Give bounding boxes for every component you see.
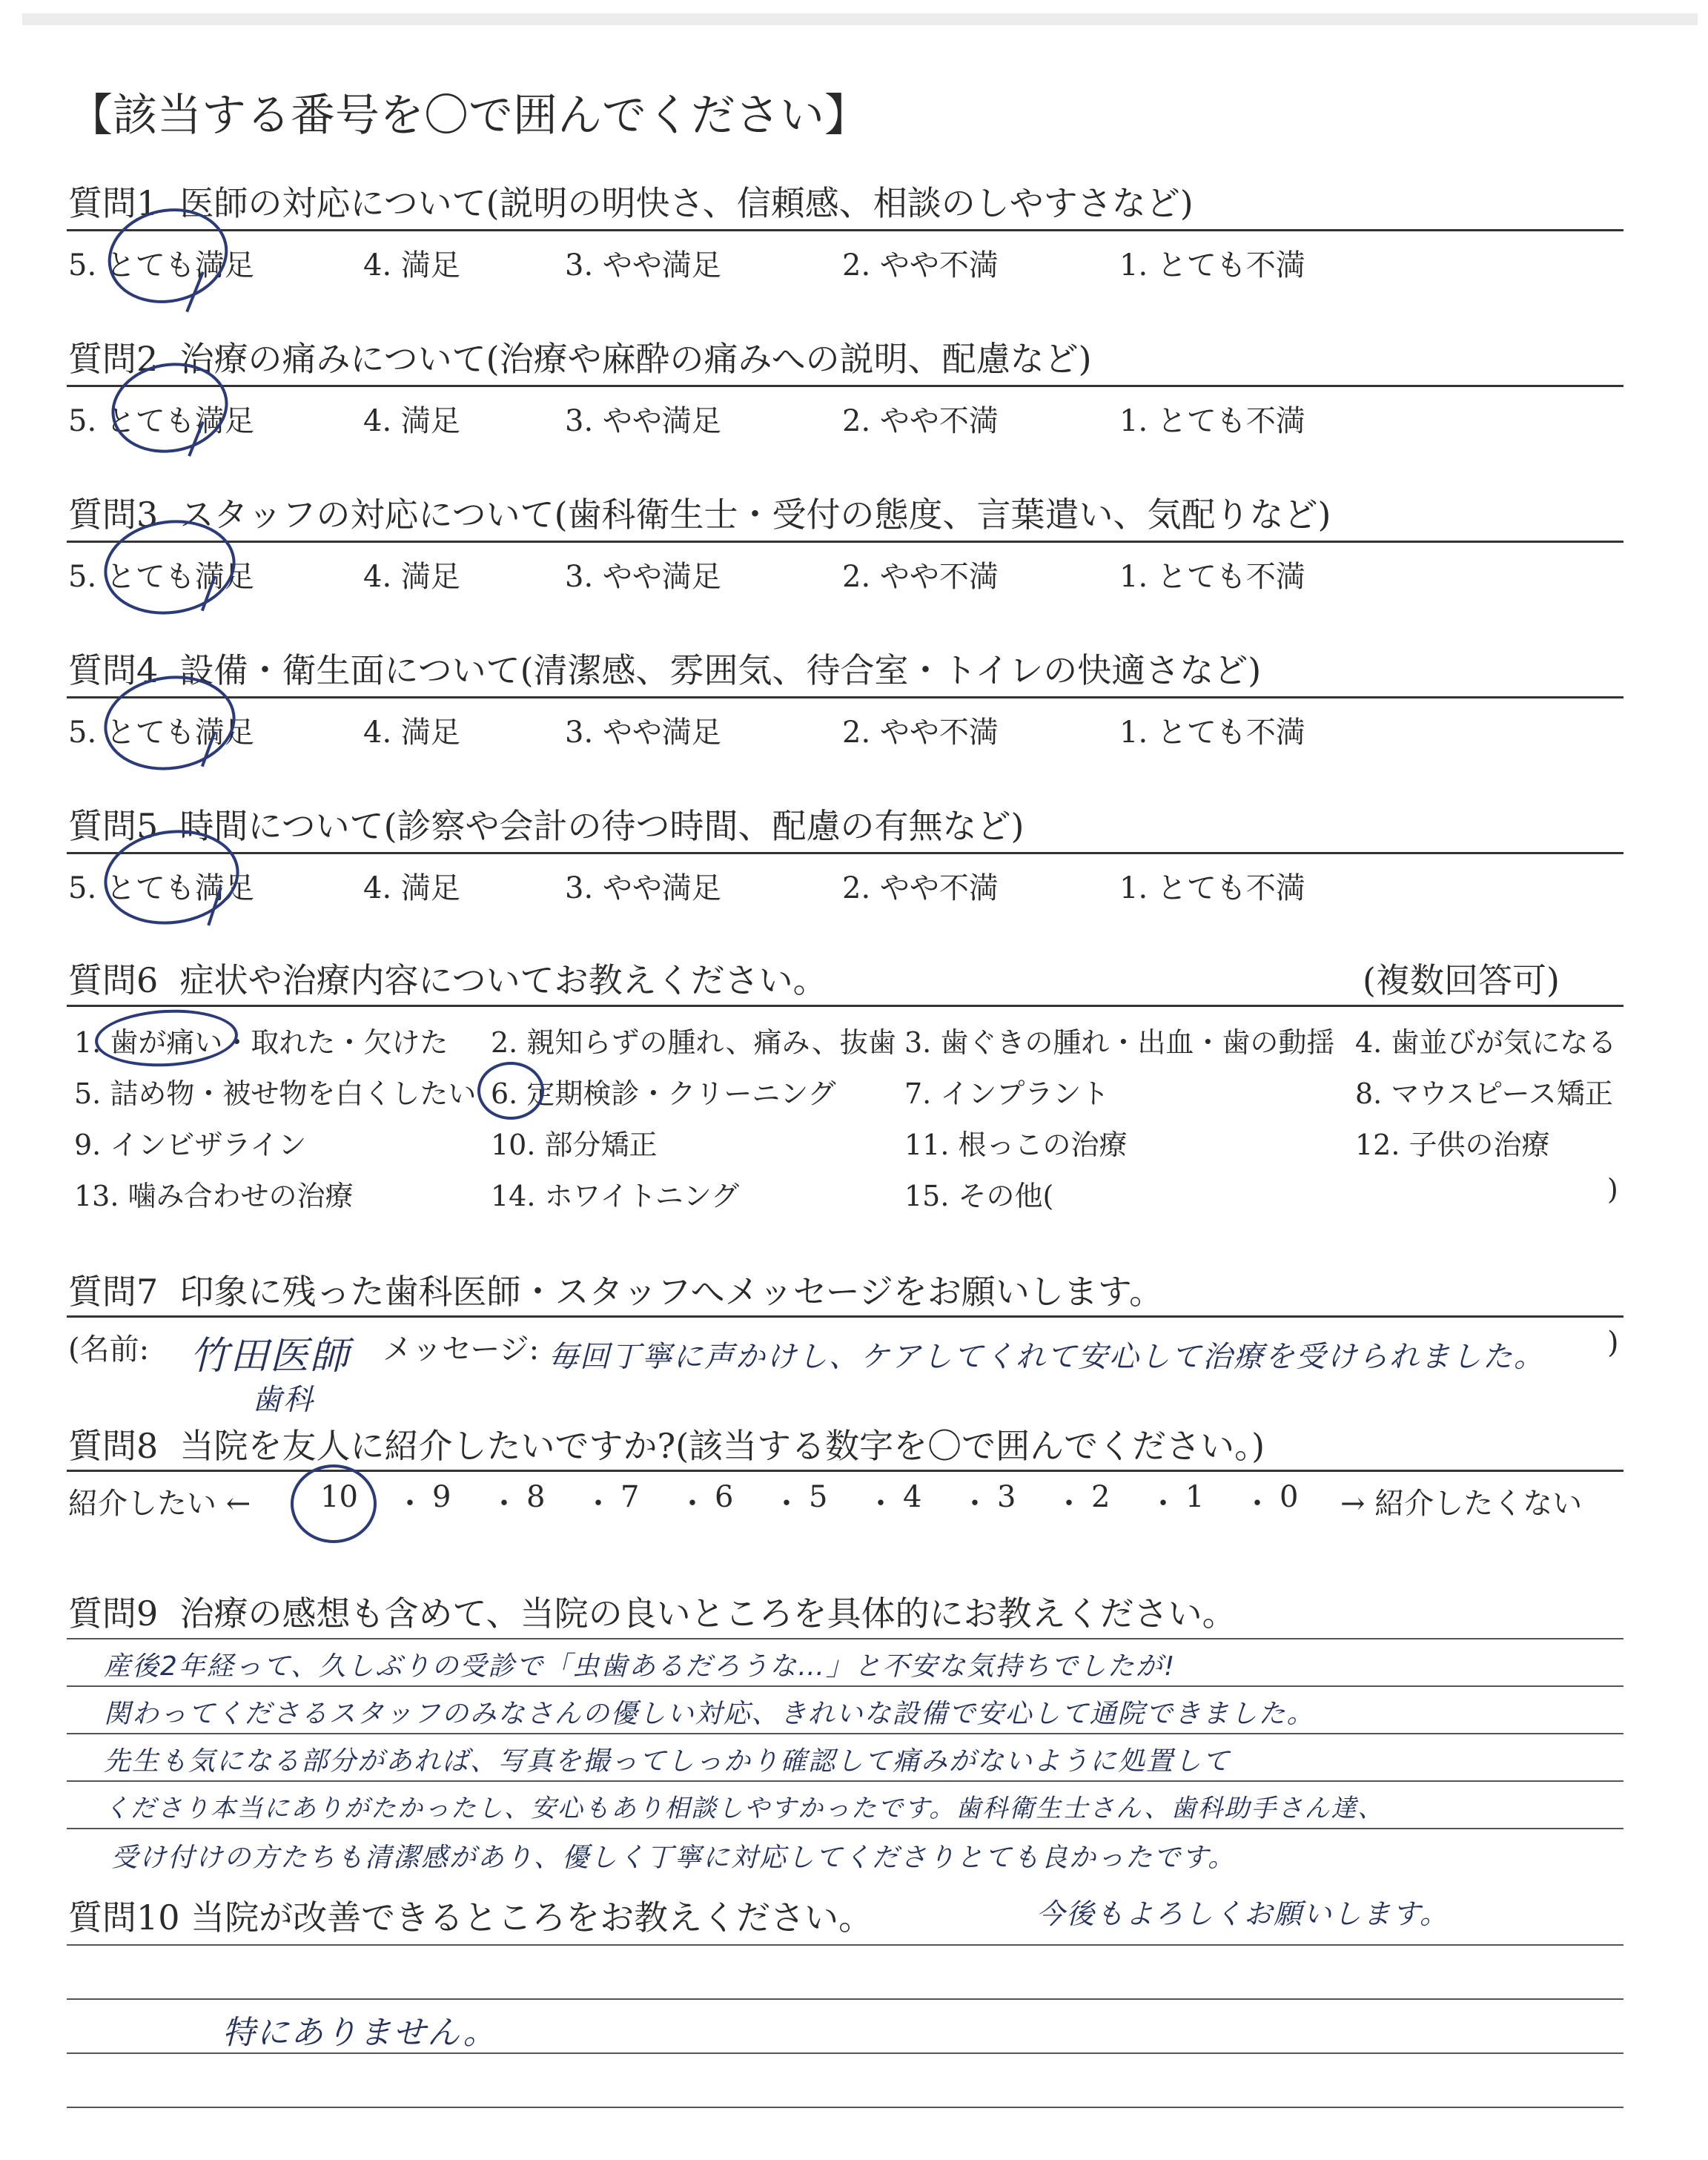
q5-option-3[interactable]: 3. やや満足 [565, 871, 721, 905]
q8-dot-2: ・ [489, 1487, 519, 1521]
q6-option-7[interactable]: 7. インプラント [904, 1077, 1110, 1110]
q6-option-10[interactable]: 10. 部分矯正 [491, 1129, 658, 1161]
q10-rule-2 [67, 1998, 1623, 2000]
q6-option-3[interactable]: 3. 歯ぐきの腫れ・出血・歯の動揺 [904, 1026, 1335, 1059]
q8-heading [68, 1419, 1265, 1468]
q6-option-14[interactable]: 14. ホワイトニング [491, 1180, 740, 1212]
q1-option-3[interactable]: 3. やや満足 [565, 248, 721, 283]
q2-option-3[interactable]: 3. やや満足 [565, 404, 721, 438]
q2-rule [67, 385, 1623, 387]
q6-option-1-circle [93, 1006, 239, 1070]
q6-label: 質問6 [68, 960, 159, 1000]
q6-option-8[interactable]: 8. マウスピース矯正 [1355, 1077, 1613, 1110]
q10-label: 質問10 [68, 1898, 180, 1938]
q8-dot-5: ・ [772, 1487, 801, 1521]
page-title: 【該当する番号を〇で囲んでください】 [68, 90, 869, 142]
q7-name-label: (名前: [68, 1332, 150, 1367]
q9-heading [68, 1587, 1237, 1636]
q1-rule [67, 229, 1623, 231]
q3-option-2[interactable]: 2. やや不満 [842, 560, 999, 594]
q4-option-4[interactable]: 4. 満足 [363, 716, 460, 750]
q6-option-11[interactable]: 11. 根っこの治療 [904, 1129, 1128, 1161]
q8-dot-3: ・ [583, 1487, 613, 1521]
q2-label: 質問2 [68, 339, 159, 379]
q9-rule-1 [67, 1638, 1623, 1639]
q4-rule [67, 696, 1623, 698]
q4-option-3[interactable]: 3. やや満足 [565, 716, 721, 750]
q8-right-label: → 紹介したくない [1340, 1487, 1583, 1521]
q9-rule-5 [67, 1828, 1623, 1829]
q8-scale-7[interactable]: 7 [620, 1480, 640, 1514]
q6-other-close-paren: ) [1607, 1173, 1618, 1206]
q7-close-paren: ) [1607, 1326, 1619, 1360]
q5-rule [67, 852, 1623, 854]
q9-rule-2 [67, 1685, 1623, 1687]
q8-dot-6: ・ [866, 1487, 896, 1521]
q2-heading [68, 332, 1092, 381]
q3-option-5[interactable]: 5. とても満足 [68, 560, 254, 594]
q9-hand-line-4[interactable]: くださり本当にありがたかったし、安心もあり相談しやすかったです。歯科衛生士さん、歯科助手さん達、 [104, 1794, 1385, 1823]
q10-hand-answer[interactable]: 特にありません。 [222, 2014, 497, 2052]
q8-dot-4: ・ [678, 1487, 707, 1521]
q2-option-5[interactable]: 5. とても満足 [68, 404, 254, 438]
q10-rule-4 [67, 2107, 1623, 2108]
q7-message-label: メッセージ: [383, 1332, 540, 1367]
q8-scale-4[interactable]: 4 [903, 1480, 922, 1514]
q10-text: 当院が改善できるところをお教えください。 [191, 1898, 873, 1938]
q8-dot-10: ・ [1242, 1487, 1272, 1521]
q4-heading [68, 644, 1261, 693]
q7-rule [67, 1315, 1623, 1318]
q4-option-1[interactable]: 1. とても不満 [1119, 716, 1305, 750]
q8-text: 当院を友人に紹介したいですか?(該当する数字を〇で囲んでください。) [179, 1426, 1265, 1466]
q2-text: 治療の痛みについて(治療や麻酔の痛みへの説明、配慮など) [179, 339, 1092, 379]
q1-option-5[interactable]: 5. とても満足 [68, 248, 254, 283]
q9-label: 質問9 [68, 1593, 159, 1634]
q6-rule [67, 1005, 1623, 1007]
q1-heading [68, 176, 1194, 225]
q9-hand-line-5[interactable]: 受け付けの方たちも清潔感があり、優しく丁寧に対応してくださりとても良かったです。 [111, 1843, 1237, 1873]
q1-option-2[interactable]: 2. やや不満 [842, 248, 999, 283]
q6-option-15[interactable]: 15. その他( [904, 1180, 1054, 1212]
q6-option-6-circle [477, 1062, 544, 1120]
q5-option-1[interactable]: 1. とても不満 [1119, 871, 1305, 905]
scan-top-edge [22, 13, 1698, 25]
q10-rule-1 [67, 1944, 1623, 1946]
q1-option-1[interactable]: 1. とても不満 [1119, 248, 1305, 283]
q5-option-2[interactable]: 2. やや不満 [842, 871, 999, 905]
q8-dot-9: ・ [1148, 1487, 1178, 1521]
q10-heading [68, 1891, 873, 1940]
q1-option-4[interactable]: 4. 満足 [363, 248, 460, 283]
q3-rule [67, 541, 1623, 543]
q8-scale-1[interactable]: 1 [1185, 1480, 1205, 1514]
q8-left-label: 紹介したい ← [68, 1487, 251, 1521]
q9-text: 治療の感想も含めて、当院の良いところを具体的にお教えください。 [179, 1593, 1237, 1634]
q10-rule-3 [67, 2052, 1623, 2054]
q9-hand-line-3[interactable]: 先生も気になる部分があれば、写真を撮ってしっかり確認して痛みがないように処置して [104, 1746, 1231, 1777]
q3-option-3[interactable]: 3. やや満足 [565, 560, 721, 594]
q3-heading [68, 488, 1331, 537]
q8-rule [67, 1470, 1623, 1472]
q1-text: 医師の対応について(説明の明快さ、信頼感、相談のしやすさなど) [179, 183, 1194, 223]
q6-option-5[interactable]: 5. 詰め物・被せ物を白くしたい [74, 1077, 477, 1110]
q5-text: 時間について(診察や会計の待つ時間、配慮の有無など) [179, 806, 1025, 846]
q6-option-12[interactable]: 12. 子供の治療 [1355, 1129, 1550, 1161]
q6-heading [68, 954, 827, 1003]
q3-option-4[interactable]: 4. 満足 [363, 560, 460, 594]
q7-handwritten-name[interactable]: 竹田医師 [190, 1334, 351, 1378]
q8-selected-circle [291, 1464, 377, 1543]
q8-scale-9[interactable]: 9 [432, 1480, 451, 1514]
q8-scale-2[interactable]: 2 [1091, 1480, 1110, 1514]
q6-option-6[interactable]: 6. 定期検診・クリーニング [491, 1077, 836, 1110]
q8-scale-6[interactable]: 6 [715, 1480, 734, 1514]
q2-option-2[interactable]: 2. やや不満 [842, 404, 999, 438]
q8-dot-1: ・ [395, 1487, 425, 1521]
q8-label: 質問8 [68, 1426, 159, 1466]
q9-rule-3 [67, 1733, 1623, 1734]
q8-scale-10[interactable]: 10 [320, 1480, 358, 1514]
q3-label: 質問3 [68, 495, 159, 535]
q6-option-9[interactable]: 9. インビザライン [74, 1129, 307, 1161]
q7-label: 質問7 [68, 1272, 159, 1312]
q7-heading [68, 1265, 1163, 1314]
q4-label: 質問4 [68, 650, 159, 690]
q1-label: 質問1 [68, 183, 159, 223]
q3-option-1[interactable]: 1. とても不満 [1119, 560, 1305, 594]
q5-option-4[interactable]: 4. 満足 [363, 871, 460, 905]
q6-option-4[interactable]: 4. 歯並びが気になる [1355, 1026, 1617, 1059]
q8-scale-8[interactable]: 8 [526, 1480, 546, 1514]
q7-handwritten-name-note: 歯科 [252, 1383, 314, 1417]
q2-option-4[interactable]: 4. 満足 [363, 404, 460, 438]
q3-text: スタッフの対応について(歯科衛生士・受付の態度、言葉遣い、気配りなど) [179, 495, 1331, 535]
q9-rule-4 [67, 1780, 1623, 1782]
q6-option-2[interactable]: 2. 親知らずの腫れ、痛み、抜歯 [491, 1026, 896, 1059]
q8-scale-5[interactable]: 5 [809, 1480, 828, 1514]
q4-option-5[interactable]: 5. とても満足 [68, 716, 254, 750]
q8-scale-0[interactable]: 0 [1280, 1480, 1299, 1514]
q4-text: 設備・衛生面について(清潔感、雰囲気、待合室・トイレの快適さなど) [179, 650, 1262, 690]
q5-option-5[interactable]: 5. とても満足 [68, 871, 254, 905]
q7-text: 印象に残った歯科医師・スタッフへメッセージをお願いします。 [179, 1272, 1164, 1312]
q6-multiple-note: (複数回答可) [1363, 960, 1560, 1000]
q4-option-2[interactable]: 2. やや不満 [842, 716, 999, 750]
q2-option-1[interactable]: 1. とても不満 [1119, 404, 1305, 438]
q8-dot-8: ・ [1054, 1487, 1084, 1521]
q6-option-13[interactable]: 13. 噛み合わせの治療 [74, 1180, 354, 1212]
q6-option-1[interactable]: 1. 歯が痛い・取れた・欠けた [74, 1026, 448, 1059]
q9-hand-extra[interactable]: 今後もよろしくお願いします。 [1036, 1898, 1449, 1930]
q9-hand-line-2[interactable]: 関わってくださるスタッフのみなさんの優しい対応、きれいな設備で安心して通院できました。 [104, 1699, 1315, 1729]
q5-label: 質問5 [68, 806, 159, 846]
q6-text: 症状や治療内容についてお教えください。 [179, 960, 827, 1000]
q8-dot-7: ・ [960, 1487, 990, 1521]
q9-hand-line-1[interactable]: 産後2年経って、久しぶりの受診で「虫歯あるだろうな…」と不安な気持ちでしたが! [104, 1651, 1176, 1682]
q8-scale-3[interactable]: 3 [997, 1480, 1016, 1514]
q7-handwritten-message[interactable]: 毎回丁寧に声かけし、ケアしてくれて安心して治療を受けられました。 [549, 1340, 1545, 1374]
